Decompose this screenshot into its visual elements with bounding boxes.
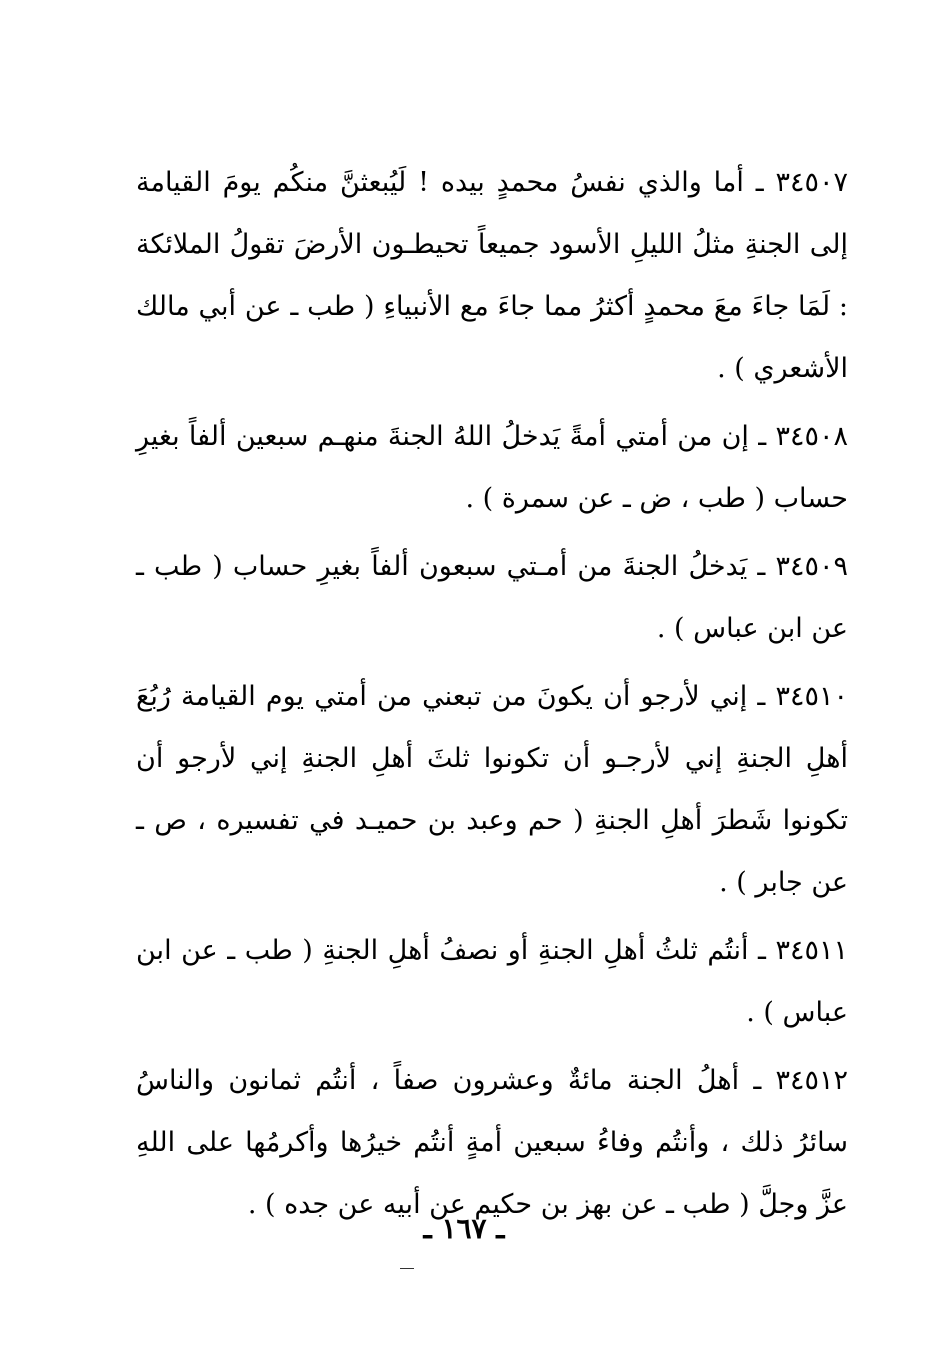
hadith-34510: ٣٤٥١٠ ـ إني لأرجو أن يكونَ من تبعني من أمتي يوم القيامة رُبُعَ أهلِ الجنةِ إني لأرجـو أن تكونوا ثلثَ أهلِ الجنةِ إني لأرجو أن تكونوا شَطرَ أهلِ الجنةِ ( حم وعبد بن حميـد في تفسيره ، ص ـ عن جابر ) .	[136, 681, 848, 898]
hadith-34509: ٣٤٥٠٩ ـ يَدخلُ الجنةَ من أمـتي سبعون ألفاً بغيرِ حساب ( طب ـ عن ابن عباس ) .	[136, 551, 848, 644]
page-number: ـ ١٦٧ ـ	[423, 1212, 505, 1245]
hadith-34508: ٣٤٥٠٨ ـ إن من أمتي أمةً يَدخلُ اللهُ الجنةَ منهـم سبعين ألفاً بغيرِ حساب ( طب ، ض ـ عن سمرة ) .	[136, 421, 848, 514]
hadith-34511: ٣٤٥١١ ـ أنتُم ثلثُ أهلِ الجنةِ أو نصفُ أهلِ الجنةِ ( طب ـ عن ابن عباس ) .	[136, 935, 848, 1028]
hadith-34512: ٣٤٥١٢ ـ أهلُ الجنة مائةٌ وعشرون صفاً ، أنتُم ثمانون والناسُ سائرُ ذلك ، وأنتُم وفاءُ سبعين أمةٍ أنتُم خيرُها وأكرمُها على اللهِ عزَّ وجلَّ ( طب ـ عن بهز بن حكيم عن أبيه عن جده ) .	[136, 1065, 848, 1220]
hadith-34507: ٣٤٥٠٧ ـ أما والذي نفسُ محمدٍ بيده ! لَيُبعثنَّ منكُم يومَ القيامة إلى الجنةِ مثلُ الليلِ الأسود جميعاً تحيطـون الأرضَ تقولُ الملائكة : لَمَا جاءَ معَ محمدٍ أكثرُ مما جاءَ مع الأنبياءِ ( طب ـ عن أبي مالك الأشعري ) .	[136, 167, 848, 384]
hadith-list	[136, 152, 848, 1242]
footer-rule	[400, 1268, 414, 1269]
